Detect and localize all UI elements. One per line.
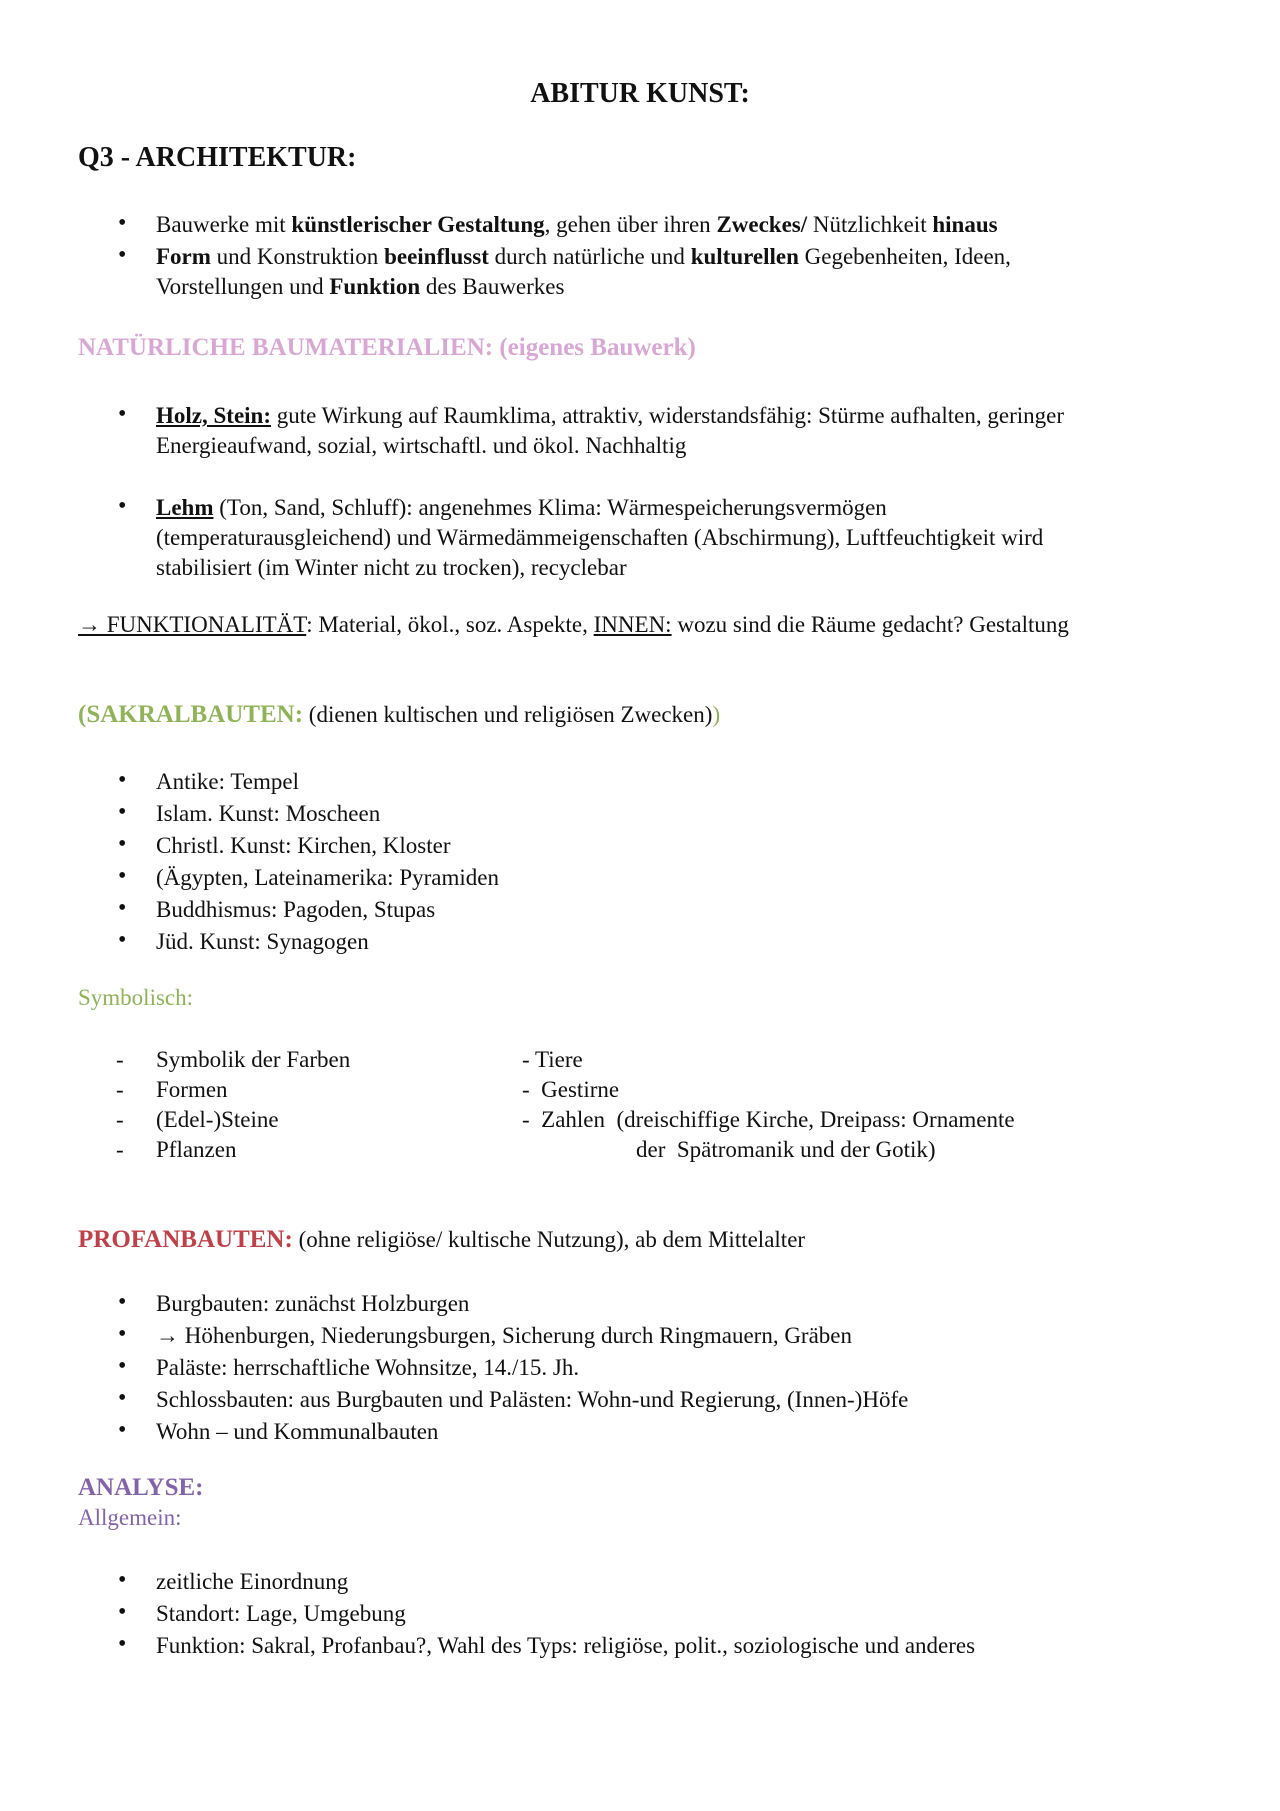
bullet-icon — [118, 208, 136, 238]
list-item: Symbolik der Farben — [156, 1047, 351, 1072]
list-item: Wohn – und Kommunalbauten — [156, 1419, 439, 1444]
bullet-icon — [118, 491, 136, 521]
list-item: Standort: Lage, Umgebung — [156, 1601, 406, 1626]
list-item: Formen — [156, 1077, 228, 1102]
bullet-icon — [118, 1415, 136, 1445]
bullet-icon — [118, 893, 136, 923]
list-item: zeitliche Einordnung — [156, 1569, 349, 1594]
list-item: - Zahlen (dreischiffige Kirche, Dreipass: Ornamente — [522, 1107, 1015, 1132]
bullet-icon — [118, 1287, 136, 1317]
list-item: Pflanzen — [156, 1137, 237, 1162]
subheading-symbolisch: Symbolisch: — [78, 985, 194, 1010]
list-item: Holz, Stein: gute Wirkung auf Raumklima, attraktiv, widerstandsfähig: Stürme aufhalten, geringer Energieaufwand, sozial, wirtschaftl. und ökol. Nachhaltig — [156, 403, 1064, 458]
list-item: Christl. Kunst: Kirchen, Kloster — [156, 833, 451, 858]
bullet-icon — [118, 1319, 136, 1349]
bullet-icon — [118, 1351, 136, 1381]
list-item: - Gestirne — [522, 1077, 620, 1102]
bullet-icon — [118, 925, 136, 955]
list-item: (Ägypten, Lateinamerika: Pyramiden — [156, 865, 499, 890]
section-heading-natural-materials: NATÜRLICHE BAUMATERIALIEN: (eigenes Bauwerk) — [78, 334, 696, 361]
dash-marker: - — [116, 1047, 124, 1072]
bullet-icon — [118, 1565, 136, 1595]
list-item: Paläste: herrschaftliche Wohnsitze, 14./15. Jh. — [156, 1355, 580, 1380]
list-item: Islam. Kunst: Moscheen — [156, 801, 381, 826]
bullet-icon — [118, 797, 136, 827]
bullet-icon — [118, 861, 136, 891]
arrow-right-icon: → — [78, 612, 101, 637]
list-item: Antike: Tempel — [156, 769, 299, 794]
bullet-icon — [118, 1383, 136, 1413]
section-heading-analyse: ANALYSE: — [78, 1474, 204, 1501]
list-item: → Höhenburgen, Niederungsburgen, Sicherung durch Ringmauern, Gräben — [156, 1323, 853, 1348]
functionality-line: → FUNKTIONALITÄT: Material, ökol., soz. Aspekte, INNEN: wozu sind die Räume gedacht? Gestaltung — [78, 612, 1069, 637]
bullet-icon — [118, 240, 136, 270]
list-item: Burgbauten: zunächst Holzburgen — [156, 1291, 470, 1316]
section-heading-sakral: (SAKRALBAUTEN: (dienen kultischen und religiösen Zwecken)) — [78, 701, 721, 728]
section-heading-q3: Q3 - ARCHITEKTUR: — [78, 142, 357, 173]
list-item-continuation: der Spätromanik und der Gotik) — [636, 1137, 936, 1162]
bullet-icon — [118, 1629, 136, 1659]
bullet-icon — [118, 765, 136, 795]
list-item: Funktion: Sakral, Profanbau?, Wahl des Typs: religiöse, polit., soziologische und anderes — [156, 1633, 976, 1658]
dash-marker: - — [116, 1107, 124, 1132]
bullet-icon — [118, 1597, 136, 1627]
list-item: Jüd. Kunst: Synagogen — [156, 929, 369, 954]
section-heading-profan: PROFANBAUTEN: (ohne religiöse/ kultische Nutzung), ab dem Mittelalter — [78, 1226, 806, 1253]
list-item: Schlossbauten: aus Burgbauten und Palästen: Wohn-und Regierung, (Innen-)Höfe — [156, 1387, 909, 1412]
dash-marker: - — [116, 1077, 124, 1102]
list-item: Form und Konstruktion beeinflusst durch natürliche und kulturellen Gegebenheiten, Ideen, Vorstellungen und Funktion des Bauwerkes — [156, 244, 1011, 299]
list-item: Buddhismus: Pagoden, Stupas — [156, 897, 436, 922]
bullet-icon — [118, 399, 136, 429]
bullet-icon — [118, 829, 136, 859]
list-item: Bauwerke mit künstlerischer Gestaltung, gehen über ihren Zweckes/ Nützlichkeit hinaus — [156, 212, 998, 237]
list-item: (Edel-)Steine — [156, 1107, 279, 1132]
page-title: ABITUR KUNST: — [530, 78, 750, 109]
list-item: - Tiere — [522, 1047, 583, 1072]
list-item: Lehm (Ton, Sand, Schluff): angenehmes Klima: Wärmespeicherungsvermögen (temperaturausgleichend) und Wärmedämmeigenschaften (Abschirmung), Luftfeuchtigkeit wird stabilisiert (im Winter nicht zu trocken), recyclebar — [156, 495, 1044, 580]
dash-marker: - — [116, 1137, 124, 1162]
subheading-allgemein: Allgemein: — [78, 1505, 182, 1530]
